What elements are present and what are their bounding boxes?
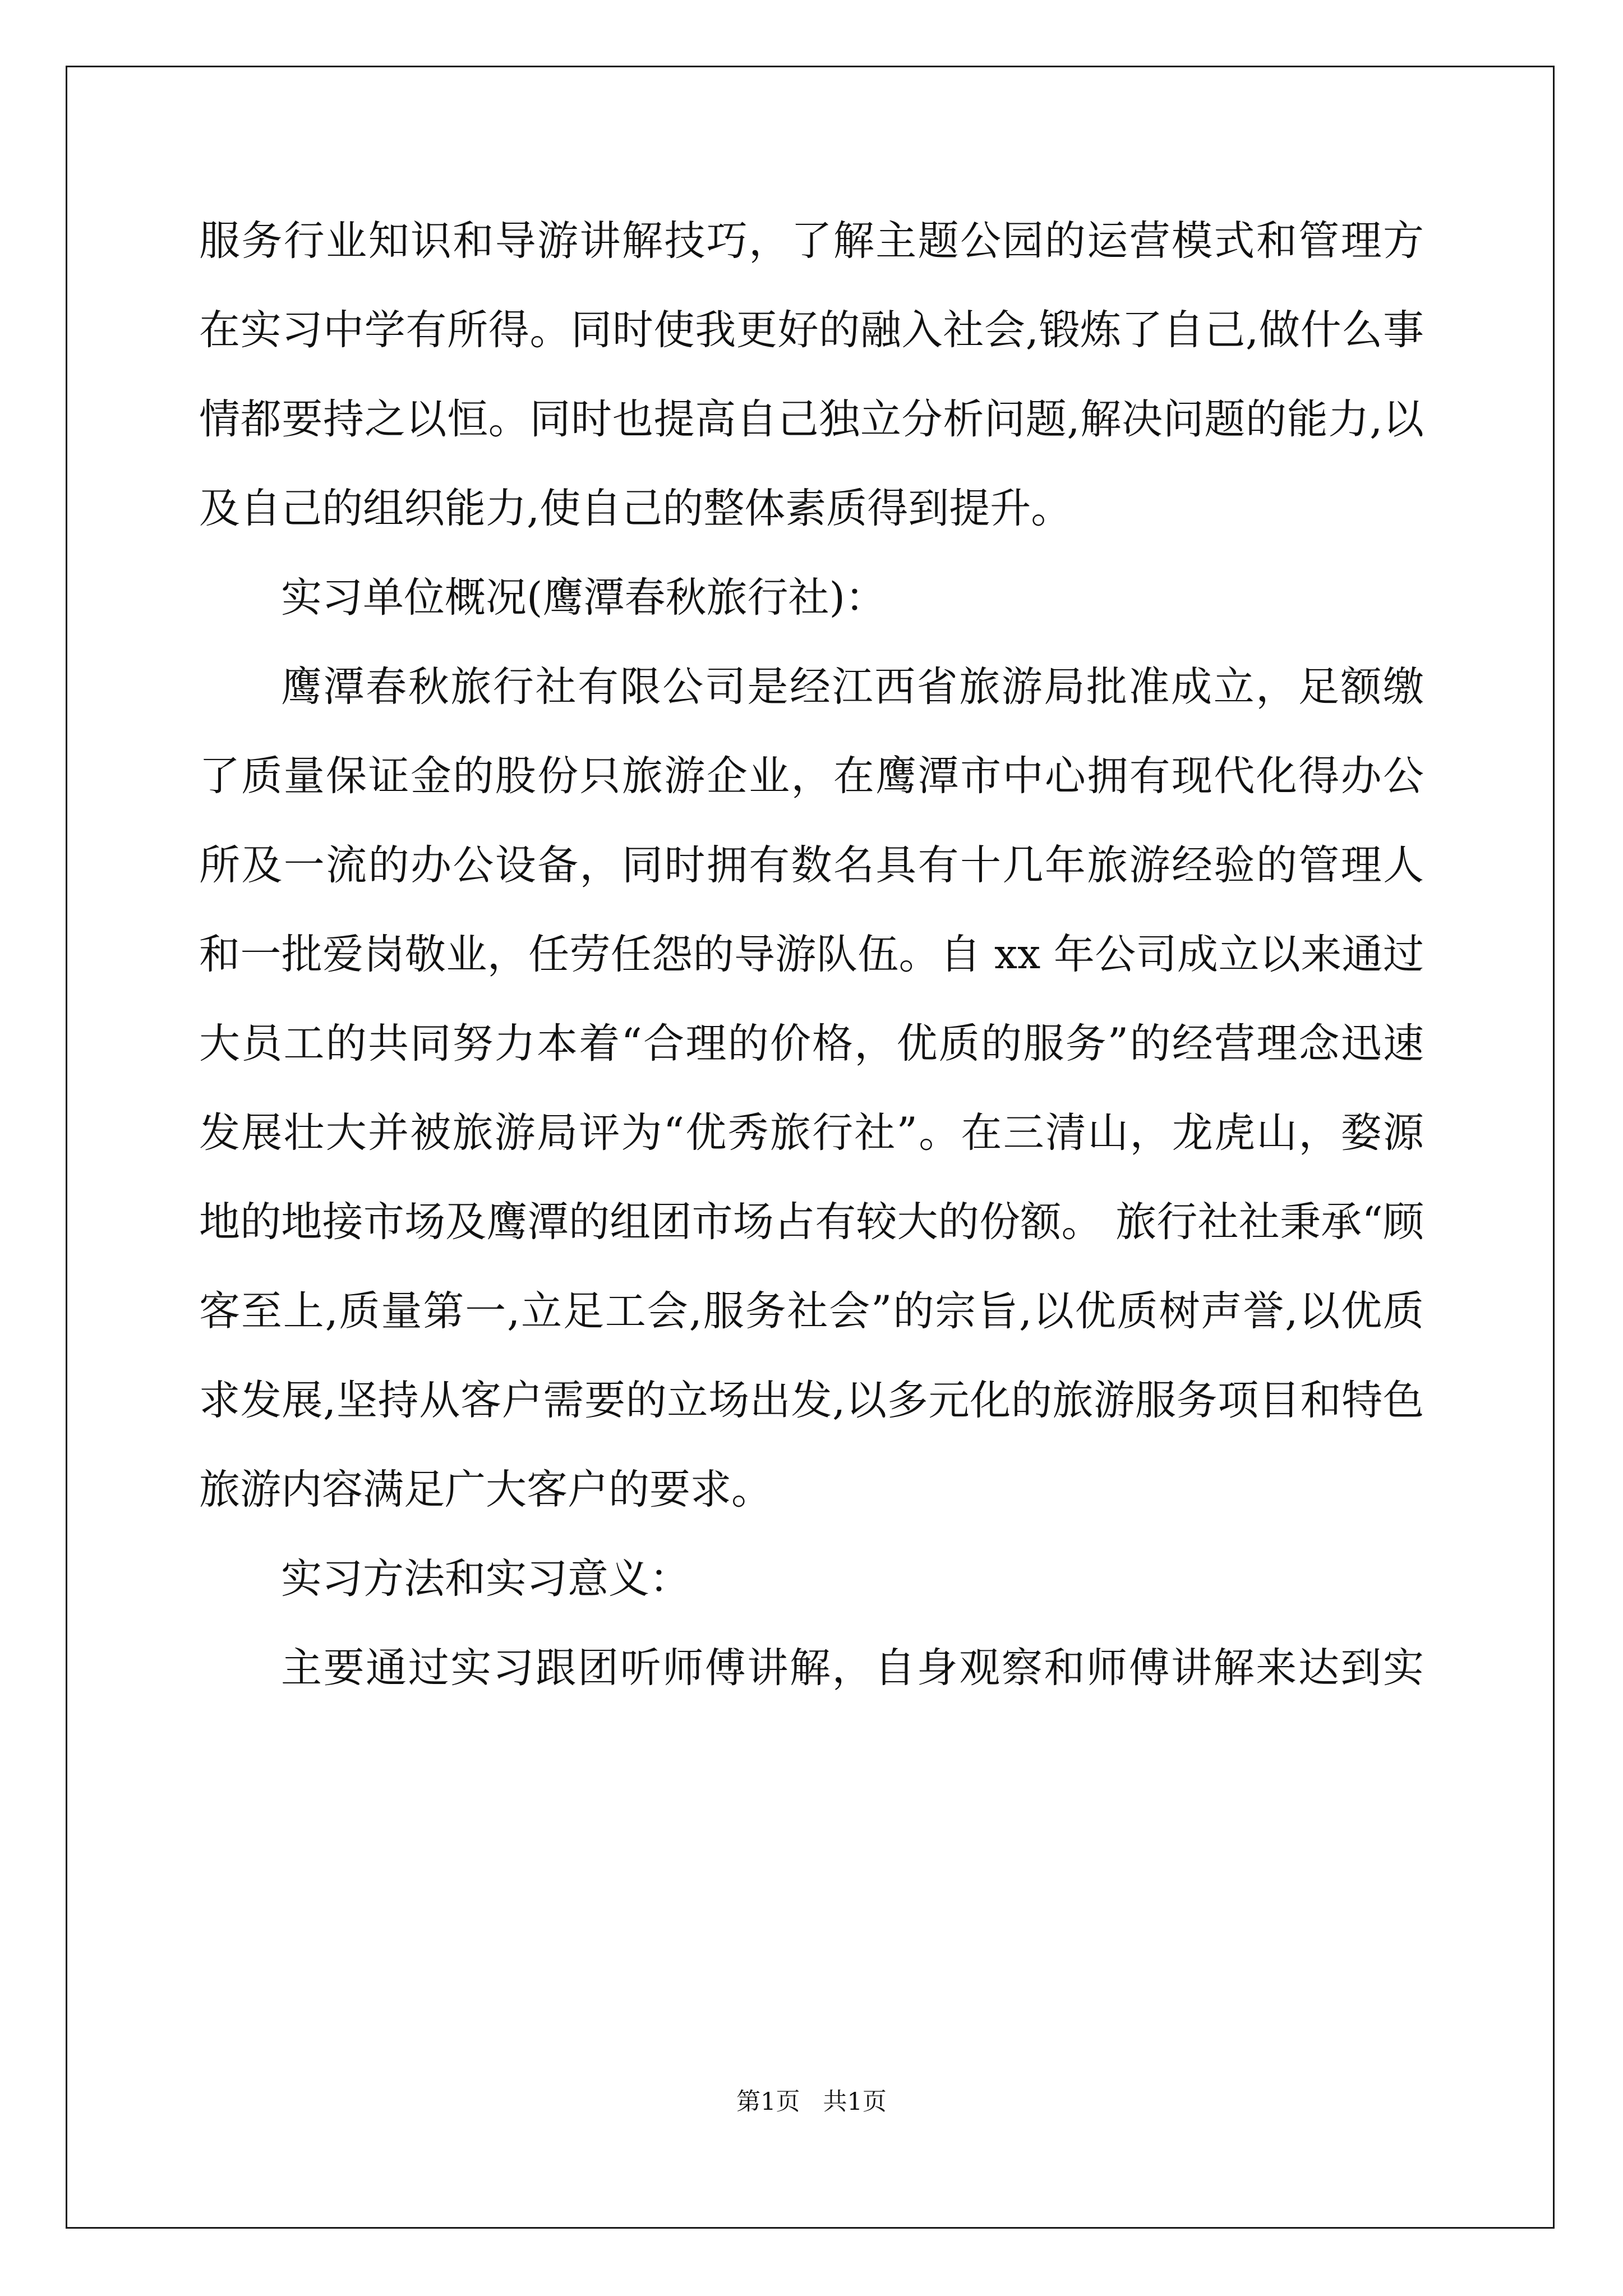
text-line: 地的地接市场及鹰潭的组团市场占有较大的份额。 旅行社社秉承“顾 — [199, 1198, 1424, 1246]
text-line: 及自己的组织能力,使自己的整体素质得到提升。 — [199, 485, 1072, 532]
text-line: 旅游内容满足广大客户的要求。 — [199, 1466, 772, 1513]
text-line: 所及一流的办公设备，同时拥有数名具有十几年旅游经验的管理人 — [199, 841, 1424, 889]
page-footer: 第1页 共1页 — [736, 2088, 887, 2116]
text-line: 和一批爱岗敬业，任劳任怨的导游队伍。自 xx 年公司成立以来通过 — [199, 931, 1424, 978]
text-line: 主要通过实习跟团听师傅讲解，自身观察和师傅讲解来达到实 — [281, 1644, 1424, 1692]
text-line: 了质量保证金的股份只旅游企业，在鹰潭市中心拥有现代化得办公 — [199, 752, 1424, 800]
text-line: 情都要持之以恒。同时也提高自己独立分析问题,解决问题的能力,以 — [199, 395, 1424, 443]
text-line: 求发展,坚持从客户需要的立场出发,以多元化的旅游服务项目和特色 — [199, 1377, 1424, 1424]
text-line: 发展壮大并被旅游局评为“优秀旅行社”。在三清山，龙虎山，婺源 — [199, 1109, 1424, 1157]
text-line: 服务行业知识和导游讲解技巧，了解主题公园的运营模式和管理方 — [199, 217, 1424, 265]
document-body — [199, 210, 1424, 1727]
text-line: 大员工的共同努力本着“合理的价格，优质的服务”的经营理念迅速 — [199, 1020, 1424, 1068]
text-line: 客至上,质量第一,立足工会,服务社会”的宗旨,以优质树声誉,以优质 — [199, 1287, 1424, 1335]
section-heading: 实习单位概况(鹰潭春秋旅行社)： — [281, 574, 886, 622]
text-line: 在实习中学有所得。同时使我更好的融入社会,锻炼了自己,做什么事 — [199, 306, 1424, 354]
text-line: 鹰潭春秋旅行社有限公司是经江西省旅游局批准成立，足额缴 — [281, 663, 1424, 711]
section-heading: 实习方法和实习意义： — [281, 1555, 690, 1603]
